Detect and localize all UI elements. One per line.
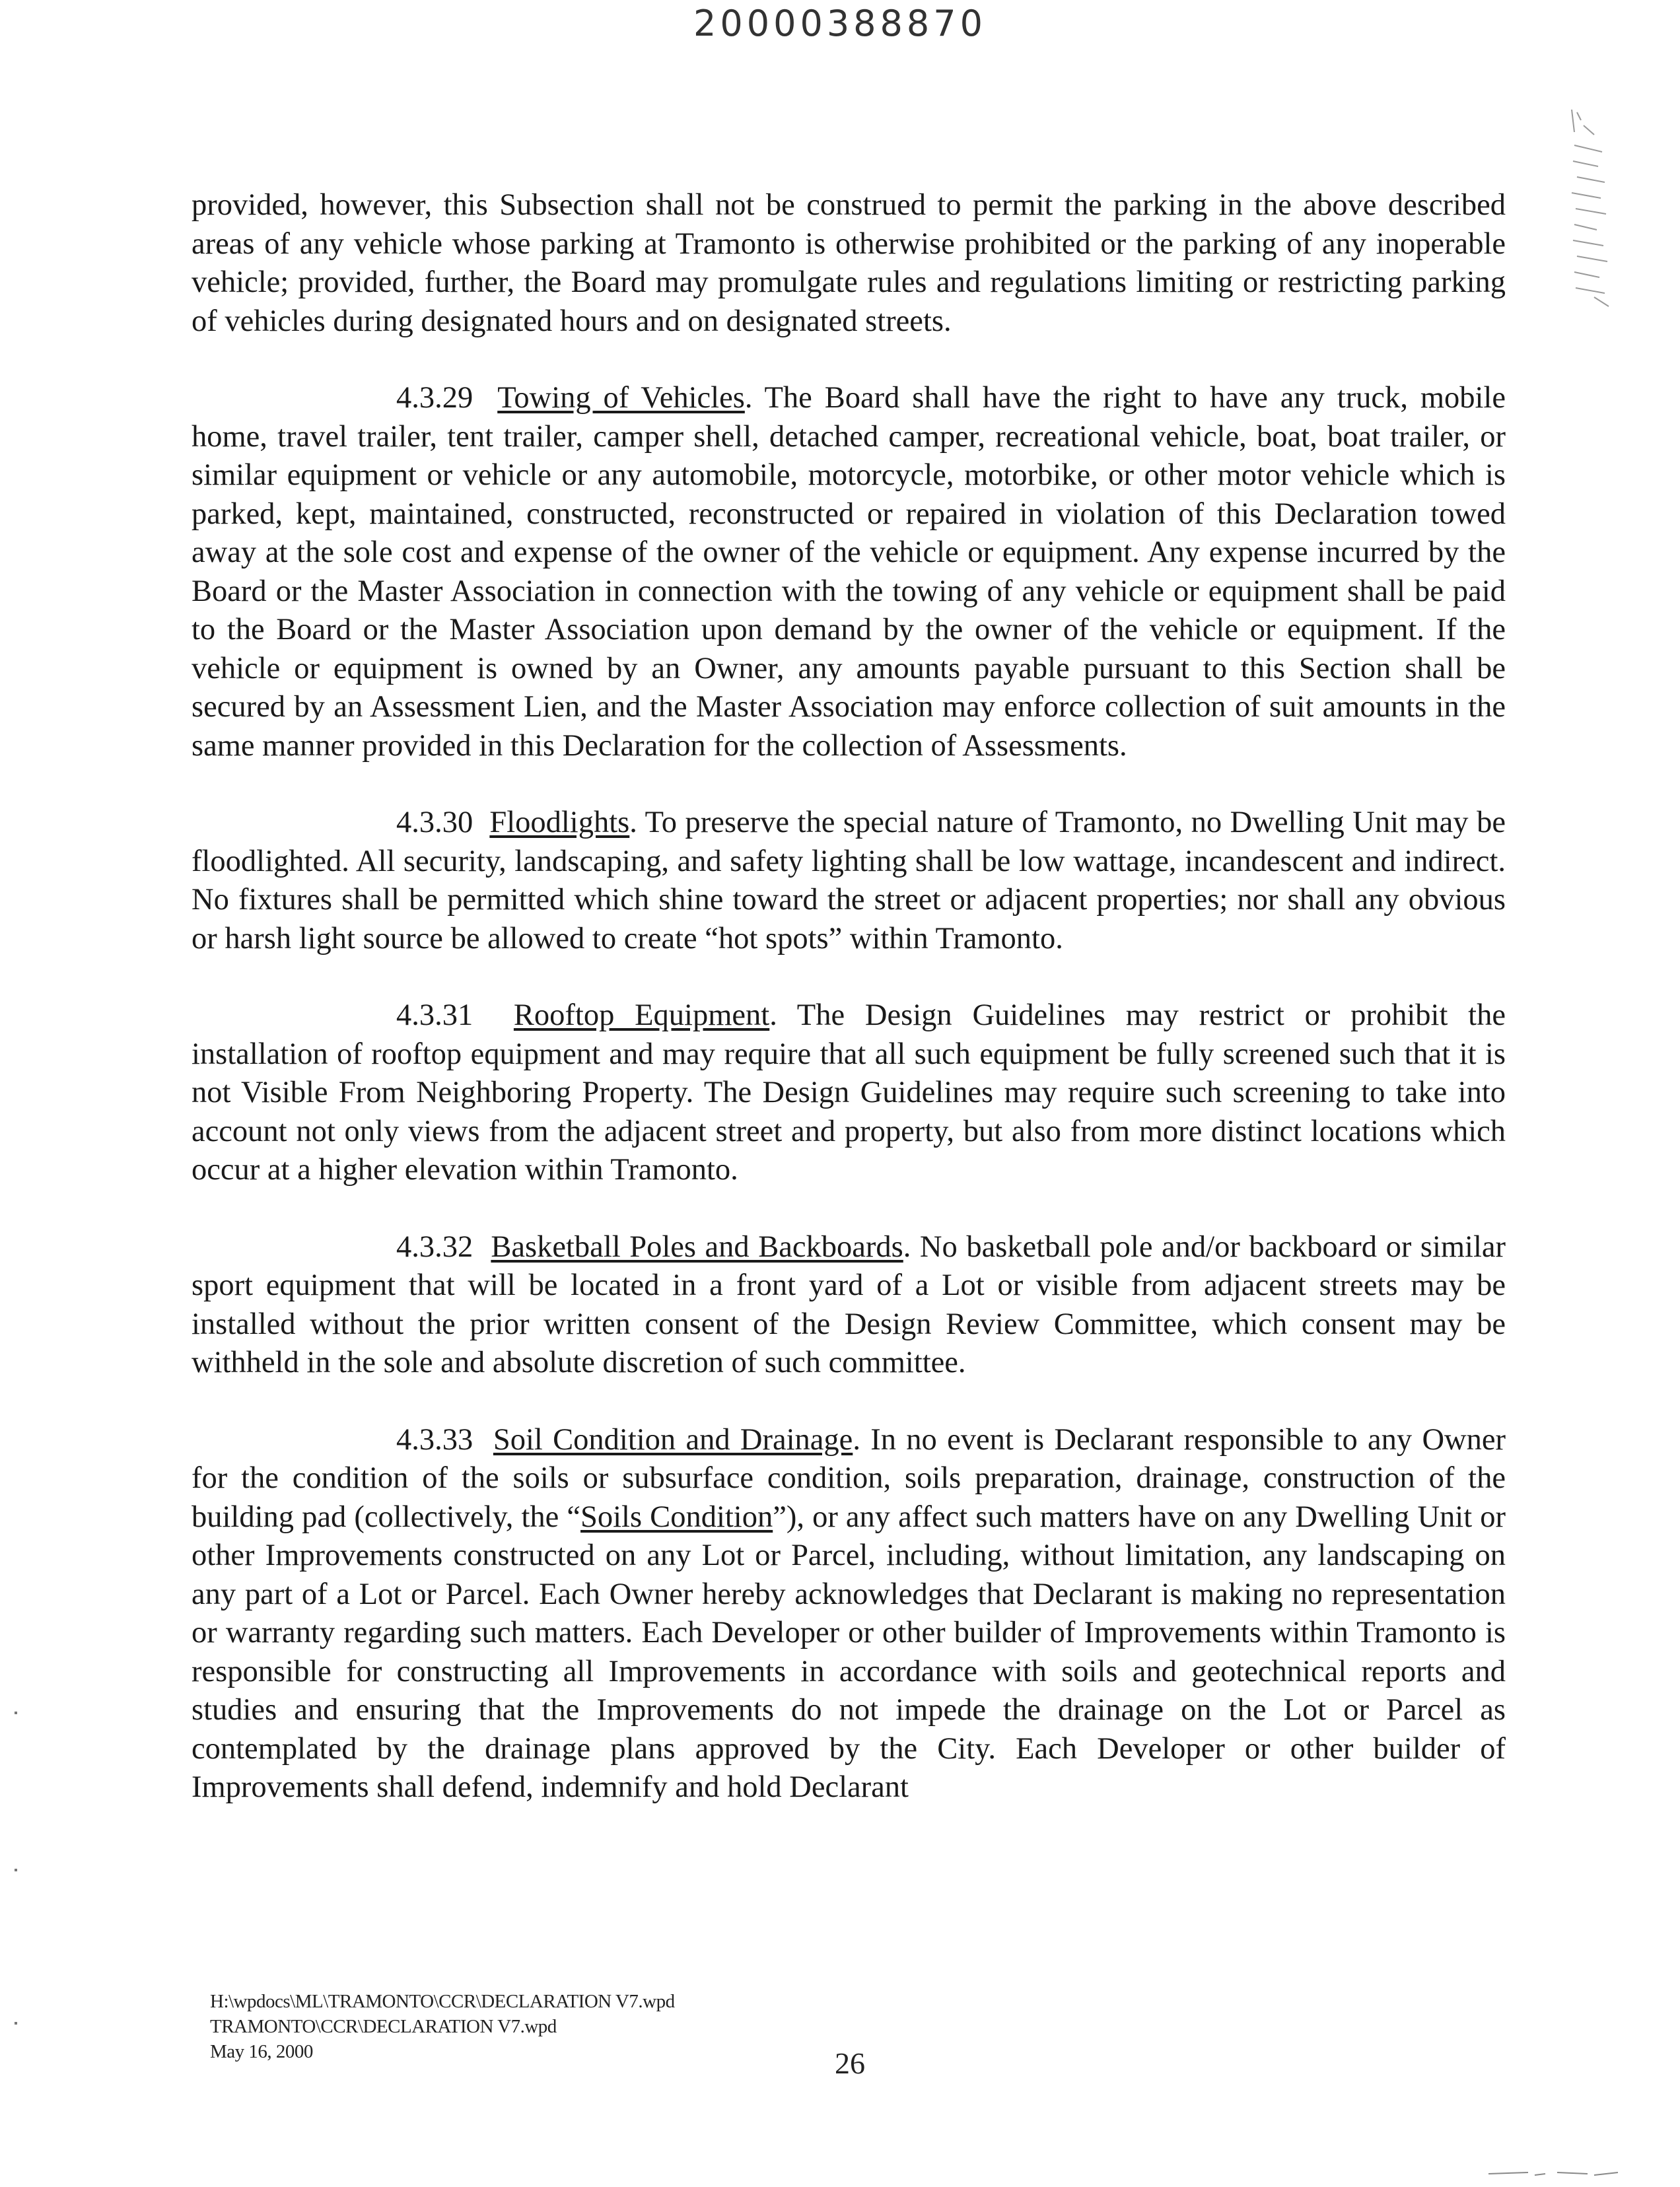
section-body: . In no event is Declarant responsible to any Owner for the condition of the soils or subsurface condition, soils preparation, drainage, construction of the building pad (collectively, the “ <box>192 1422 1506 1534</box>
section-title: Rooftop Equipment <box>513 998 770 1032</box>
intro-paragraph: provided, however, this Subsection shall not be construed to permit the parking in the above described areas of any vehicle whose parking at Tramonto is otherwise prohibited or the parking of any inoperable vehicle; provided, further, the Board may promulgate rules and regulations limiting or restricting parking of vehicles during designated hours and on designated streets. <box>192 188 1506 338</box>
margin-speck <box>15 1869 17 1871</box>
section-number: 4.3.30 <box>396 806 473 839</box>
section-body: . To preserve the special nature of Tramonto, no Dwelling Unit may be floodlighted. All security, landscaping, and safety lighting shall be low wattage, incandescent and indirect. No fixtures shall be permitted which shine toward the street or adjacent properties; nor shall any obvious or harsh light source be allowed to create “hot spots” within Tramonto. <box>192 806 1506 955</box>
section-title: Towing of Vehicles <box>497 381 745 415</box>
margin-speck <box>15 1712 17 1714</box>
section-number: 4.3.33 <box>396 1422 473 1457</box>
section-title: Basketball Poles and Backboards <box>491 1230 903 1264</box>
section-number: 4.3.29 <box>396 381 473 415</box>
section-body: . The Board shall have the right to have any truck, mobile home, travel trailer, tent trailer, camper shell, detached camper, recreational vehicle, boat, boat trailer, or similar equipment or vehicle or any automobile, motorcycle, motorbike, or other motor vehicle which is parked, kept, maintained, constructed, reconstructed or repaired in violation of this Declaration towed away at the sole cost and expense of the owner of the vehicle or equipment. Any expense incurred by the Board or the Master Association in connection with the towing of any vehicle or equipment shall be paid to the Board or the Master Association upon demand by the owner of the vehicle or equipment. If the vehicle or equipment is owned by an Owner, any amounts payable pursuant to this Section shall be secured by an Assessment Lien, and the Master Association may enforce collection of suit amounts in the same manner provided in this Declaration for the collection of Assessments. <box>192 381 1506 763</box>
section-body: . No basketball pole and/or backboard or similar sport equipment that will be located in a front yard of a Lot or visible from adjacent streets may be installed without the prior written consent of the Design Review Committee, which consent may be withheld in the sole and absolute discretion of such committee. <box>192 1230 1506 1379</box>
page-number: 26 <box>835 2046 865 2080</box>
section-4-3-31 <box>192 996 1506 1190</box>
section-number: 4.3.32 <box>396 1230 473 1264</box>
document-body <box>192 186 1506 1846</box>
scan-corner-mark <box>1488 2169 1621 2179</box>
section-4-3-30 <box>192 804 1506 958</box>
section-title: Floodlights <box>489 806 630 839</box>
footer-path-line-2: TRAMONTO\CCR\DECLARATION V7.wpd <box>210 2016 557 2037</box>
margin-speck <box>15 2022 17 2025</box>
defined-term: Soils Condition <box>580 1500 773 1534</box>
section-number: 4.3.31 <box>396 998 473 1032</box>
document-number: 20000388870 <box>693 3 987 44</box>
section-4-3-29 <box>192 379 1506 765</box>
section-4-3-33 <box>192 1421 1506 1807</box>
section-body: . The Design Guidelines may restrict or prohibit the installation of rooftop equipment and may require that all such equipment be fully screened such that it is not Visible From Neighboring Property. The Design Guidelines may require such screening to take into account not only views from the adjacent street and property, but also from more distinct locations which occur at a higher elevation within Tramonto. <box>192 998 1506 1187</box>
scan-artifact-mark <box>1568 106 1614 310</box>
section-4-3-32 <box>192 1228 1506 1383</box>
section-title: Soil Condition and Drainage <box>493 1422 853 1457</box>
footer-date: May 16, 2000 <box>210 2041 313 2062</box>
footer-path-line-1: H:\wpdocs\ML\TRAMONTO\CCR\DECLARATION V7.wpd <box>210 1991 675 2012</box>
section-body-continued: ”), or any affect such matters have on any Dwelling Unit or other Improvements constructed on any Lot or Parcel, including, without limitation, any landscaping on any part of a Lot or Parcel. Each Owner hereby acknowledges that Declarant is making no representation or warranty regarding such matters. Each Developer or other builder of Improvements within Tramonto is responsible for constructing all Improvements in accordance with soils and geotechnical reports and studies and ensuring that the Improvements do not impede the drainage on the Lot or Parcel as contemplated by the drainage plans approved by the City. Each Developer or other builder of Improvements shall defend, indemnify and hold Declarant <box>192 1500 1506 1804</box>
